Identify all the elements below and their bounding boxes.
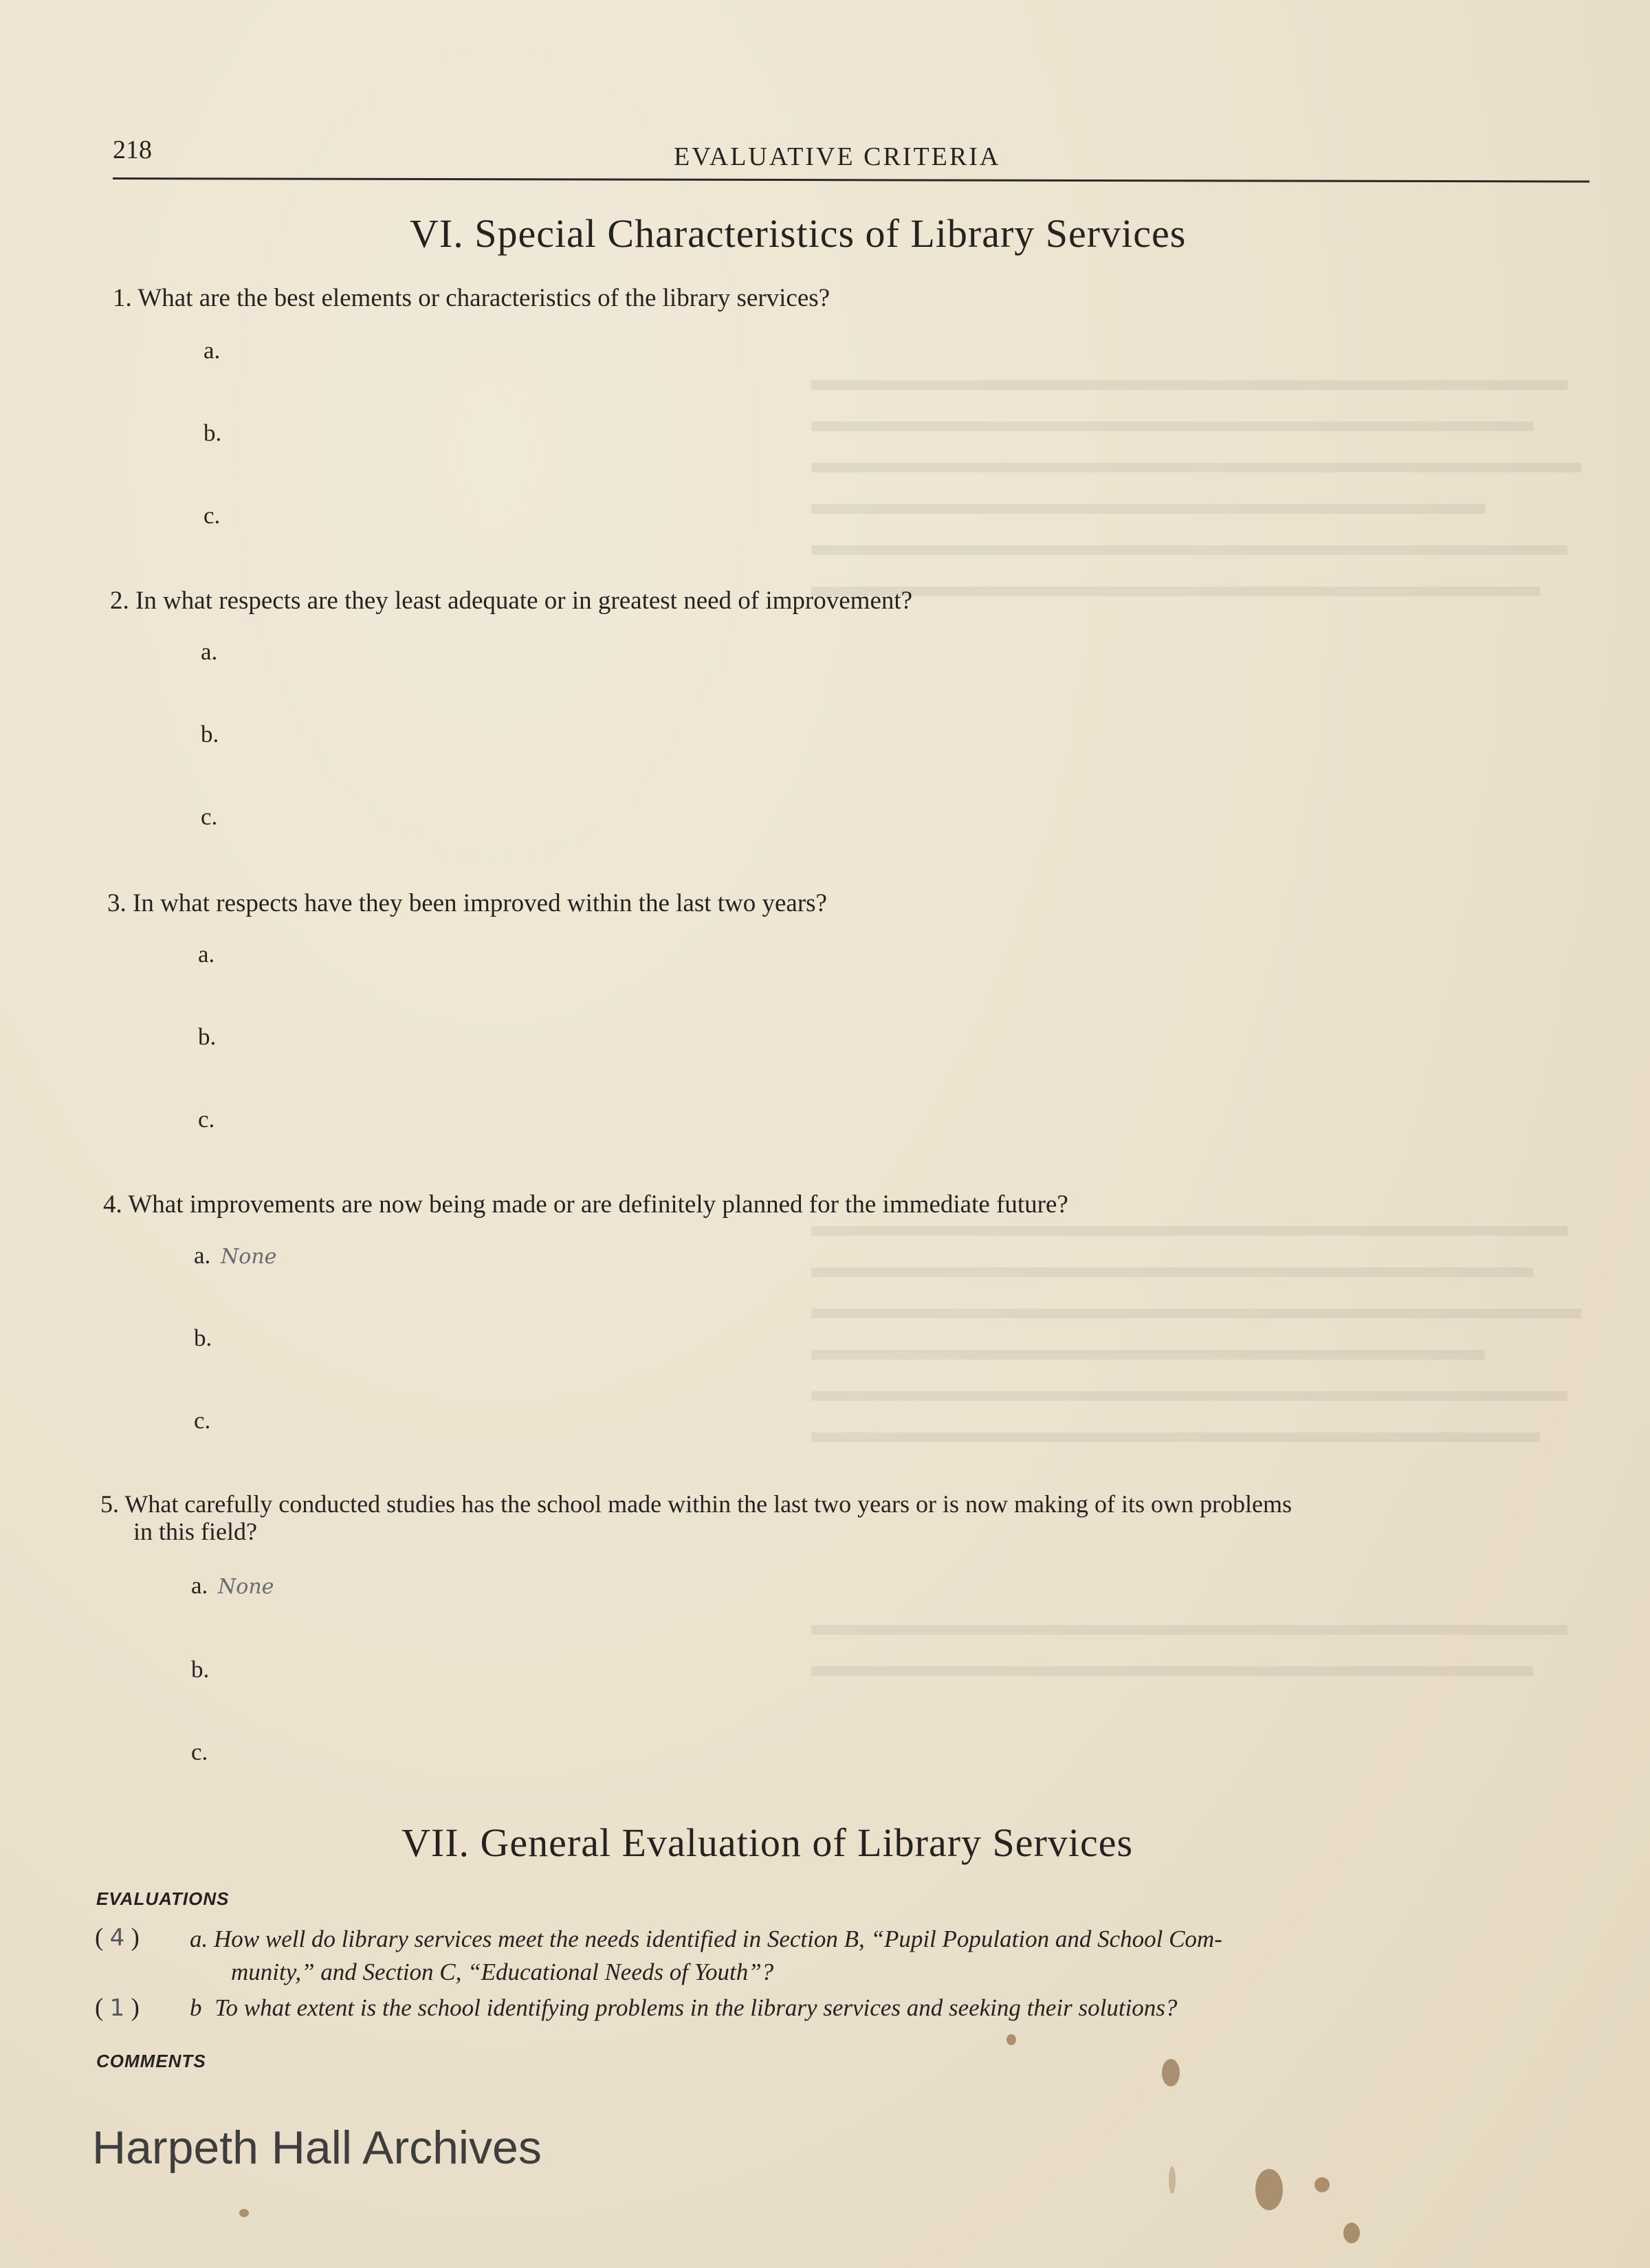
question-4 bbox=[103, 1190, 1068, 1219]
q5-item-a: a. None bbox=[191, 1572, 274, 1599]
question-5-line-2: in this field? bbox=[133, 1518, 257, 1545]
ink-speck bbox=[239, 2209, 249, 2217]
question-number: 5. bbox=[100, 1490, 119, 1518]
q4-item-c: c. bbox=[194, 1407, 211, 1434]
comments-label: COMMENTS bbox=[96, 2051, 206, 2071]
q4-item-b: b. bbox=[194, 1324, 212, 1351]
question-number: 1. bbox=[113, 284, 132, 312]
handwritten-answer: None bbox=[218, 1575, 274, 1599]
rating-value: 4 bbox=[109, 1924, 125, 1952]
water-stain bbox=[1343, 2223, 1360, 2243]
q2-item-a: a. bbox=[201, 638, 218, 665]
water-stain bbox=[1169, 2166, 1176, 2194]
q3-item-a: a. bbox=[198, 941, 215, 968]
question-5 bbox=[100, 1490, 1292, 1518]
water-stain bbox=[1314, 2177, 1330, 2192]
q5-item-b: b. bbox=[191, 1656, 210, 1683]
q2-item-c: c. bbox=[201, 803, 218, 830]
evaluation-a-line-2: munity,” and Section C, “Educational Needs of Youth”? bbox=[231, 1959, 774, 1985]
archive-watermark: Harpeth Hall Archives bbox=[92, 2122, 542, 2174]
evaluation-text: How well do library services meet the needs identified in Section B, “Pupil Population and School Com- bbox=[214, 1926, 1222, 1952]
question-text: What are the best elements or characteristics of the library services? bbox=[138, 284, 830, 312]
q1-item-a: a. bbox=[204, 337, 221, 364]
question-number: 4. bbox=[103, 1190, 122, 1219]
q3-item-b: b. bbox=[198, 1023, 217, 1050]
page-number: 218 bbox=[113, 135, 152, 164]
section-7-title: VII. General Evaluation of Library Services bbox=[402, 1820, 1134, 1865]
question-text: In what respects have they been improved within the last two years? bbox=[133, 889, 827, 917]
question-2 bbox=[110, 586, 912, 615]
q1-item-b: b. bbox=[204, 419, 222, 446]
evaluation-a bbox=[190, 1926, 1222, 1953]
q2-item-b: b. bbox=[201, 721, 219, 748]
question-number: 3. bbox=[107, 889, 126, 917]
rating-value: 1 bbox=[109, 1994, 125, 2022]
running-title: EVALUATIVE CRITERIA bbox=[674, 142, 1001, 171]
evaluation-letter: b bbox=[190, 1994, 202, 2021]
question-text: What carefully conducted studies has the school made within the last two years or is now making of its own problems bbox=[124, 1490, 1292, 1518]
q3-item-c: c. bbox=[198, 1106, 215, 1133]
question-number: 2. bbox=[110, 587, 129, 615]
evaluation-b bbox=[190, 1994, 1177, 2022]
q5-item-c: c. bbox=[191, 1738, 208, 1765]
evaluations-label: EVALUATIONS bbox=[96, 1888, 230, 1909]
question-text: In what respects are they least adequate or in greatest need of improvement? bbox=[135, 587, 913, 615]
water-stain bbox=[1006, 2034, 1016, 2045]
water-stain bbox=[1255, 2169, 1283, 2210]
q4-item-a: a. None bbox=[194, 1242, 277, 1269]
evaluation-text: To what extent is the school identifying problems in the library services and seeking their solutions? bbox=[214, 1994, 1178, 2021]
evaluation-letter: a. bbox=[190, 1926, 208, 1952]
question-text: What improvements are now being made or are definitely planned for the immediate future? bbox=[128, 1190, 1068, 1219]
rating-box-a: ( 4 ) bbox=[95, 1923, 140, 1952]
q1-item-c: c. bbox=[204, 502, 221, 529]
handwritten-answer: None bbox=[221, 1245, 277, 1269]
section-6-title: VI. Special Characteristics of Library Services bbox=[410, 211, 1187, 256]
water-stain bbox=[1162, 2059, 1180, 2086]
rating-box-b: ( 1 ) bbox=[95, 1994, 140, 2022]
question-3 bbox=[107, 888, 827, 918]
question-1 bbox=[113, 283, 830, 313]
